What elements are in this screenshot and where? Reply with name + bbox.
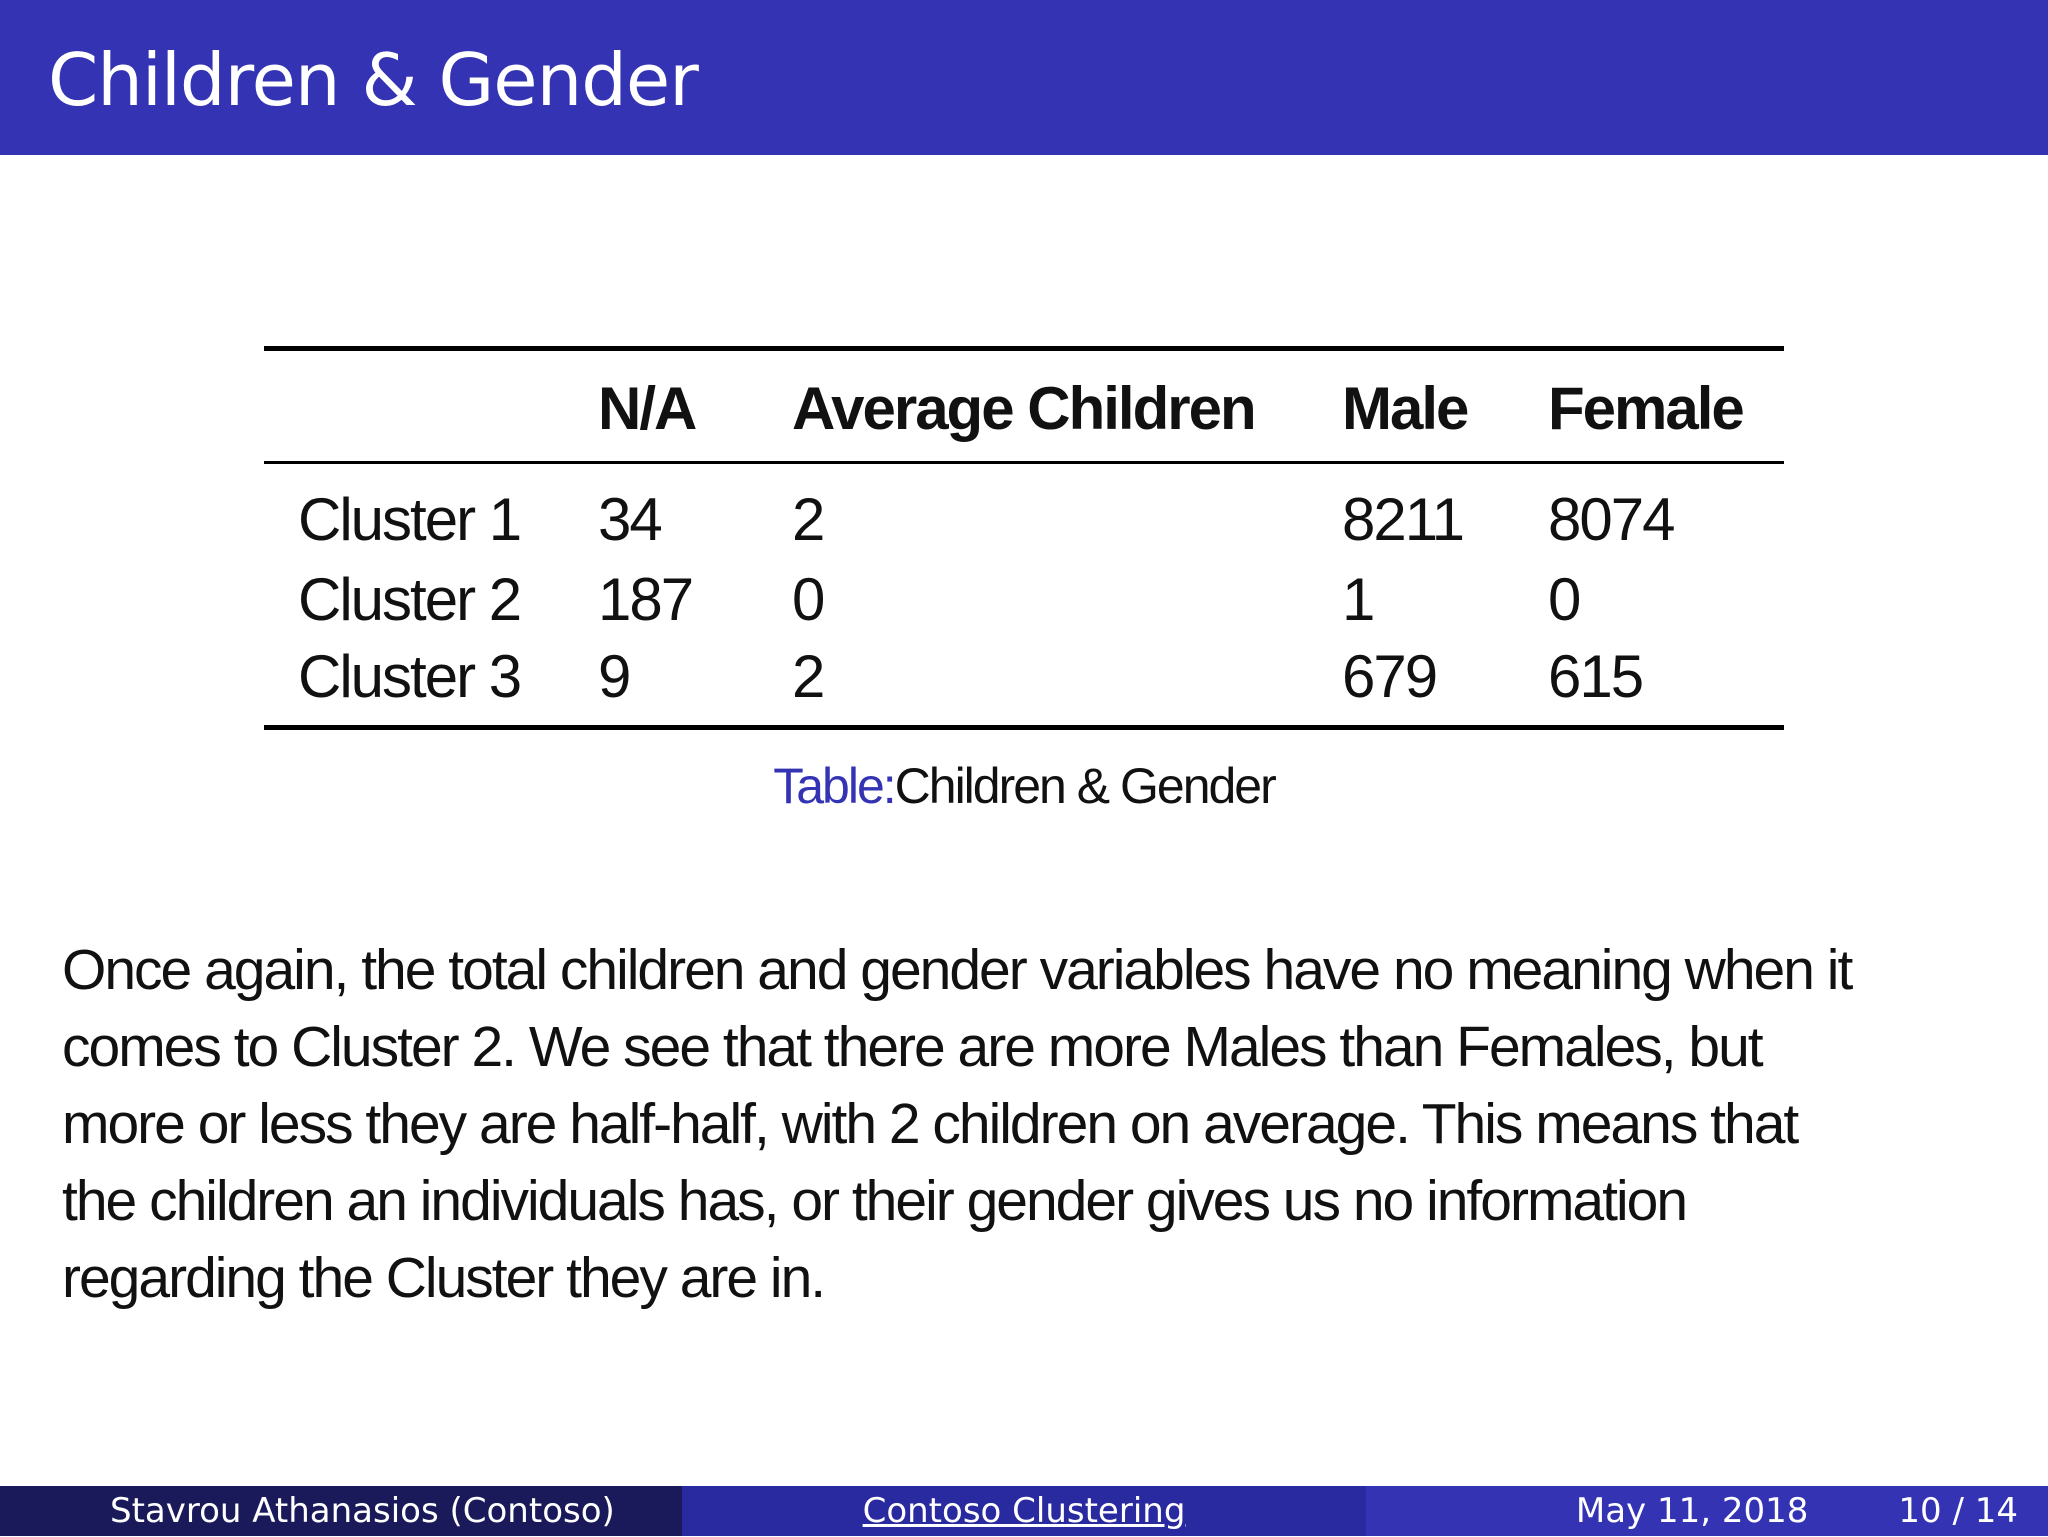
table-row xyxy=(264,464,1784,561)
footer-author: Stavrou Athanasios (Contoso) xyxy=(110,1491,615,1531)
table-row xyxy=(264,638,1784,725)
row-label: Cluster 1 xyxy=(298,486,521,553)
paragraph-line: Once again, the total children and gender variables have no meaning when it xyxy=(62,938,1852,1002)
cell-male: 1 xyxy=(1342,566,1374,633)
cell-male: 679 xyxy=(1342,643,1437,710)
column-header-na: N/A xyxy=(598,374,696,442)
paragraph-line: comes to Cluster 2. We see that there are more Males than Females, but xyxy=(62,1015,1762,1079)
paragraph-line: more or less they are half-half, with 2 children on average. This means that xyxy=(62,1092,1798,1156)
body-paragraph xyxy=(62,932,2002,1317)
cell-na: 34 xyxy=(598,486,661,553)
row-label: Cluster 2 xyxy=(298,566,521,633)
footer-page-number: 10 / 14 xyxy=(1898,1491,2018,1531)
table-row xyxy=(264,561,1784,638)
footer-title-section xyxy=(682,1486,1366,1536)
title-bar xyxy=(0,0,2048,155)
caption-text: Children & Gender xyxy=(894,758,1275,814)
footer-presentation-title-link[interactable]: Contoso Clustering xyxy=(862,1491,1186,1531)
cell-female: 8074 xyxy=(1548,486,1674,553)
table-bottom-rule xyxy=(264,725,1784,730)
cell-average-children: 0 xyxy=(792,566,824,633)
caption-label: Table: xyxy=(773,758,895,814)
table-header-row xyxy=(264,351,1784,461)
cell-na: 9 xyxy=(598,643,630,710)
cell-average-children: 2 xyxy=(792,486,824,553)
cell-na: 187 xyxy=(598,566,693,633)
column-header-male: Male xyxy=(1342,374,1468,442)
slide-title: Children & Gender xyxy=(48,38,698,122)
column-header-female: Female xyxy=(1548,374,1743,442)
cell-female: 0 xyxy=(1548,566,1580,633)
children-gender-table-body xyxy=(264,464,1784,725)
data-table-container xyxy=(264,346,1784,730)
footer-bar xyxy=(0,1486,2048,1536)
paragraph-line: the children an individuals has, or their gender gives us no information xyxy=(62,1169,1687,1233)
column-header-average-children: Average Children xyxy=(792,374,1255,442)
footer-date: May 11, 2018 xyxy=(1575,1491,1809,1531)
footer-date-section xyxy=(1366,1486,2048,1536)
row-label: Cluster 3 xyxy=(298,643,521,710)
cell-male: 8211 xyxy=(1342,486,1464,553)
footer-author-section xyxy=(0,1486,682,1536)
children-gender-table xyxy=(264,351,1784,461)
column-header xyxy=(264,351,598,461)
table-caption xyxy=(0,757,2048,815)
paragraph-line: regarding the Cluster they are in. xyxy=(62,1246,825,1310)
cell-average-children: 2 xyxy=(792,643,824,710)
cell-female: 615 xyxy=(1548,643,1643,710)
